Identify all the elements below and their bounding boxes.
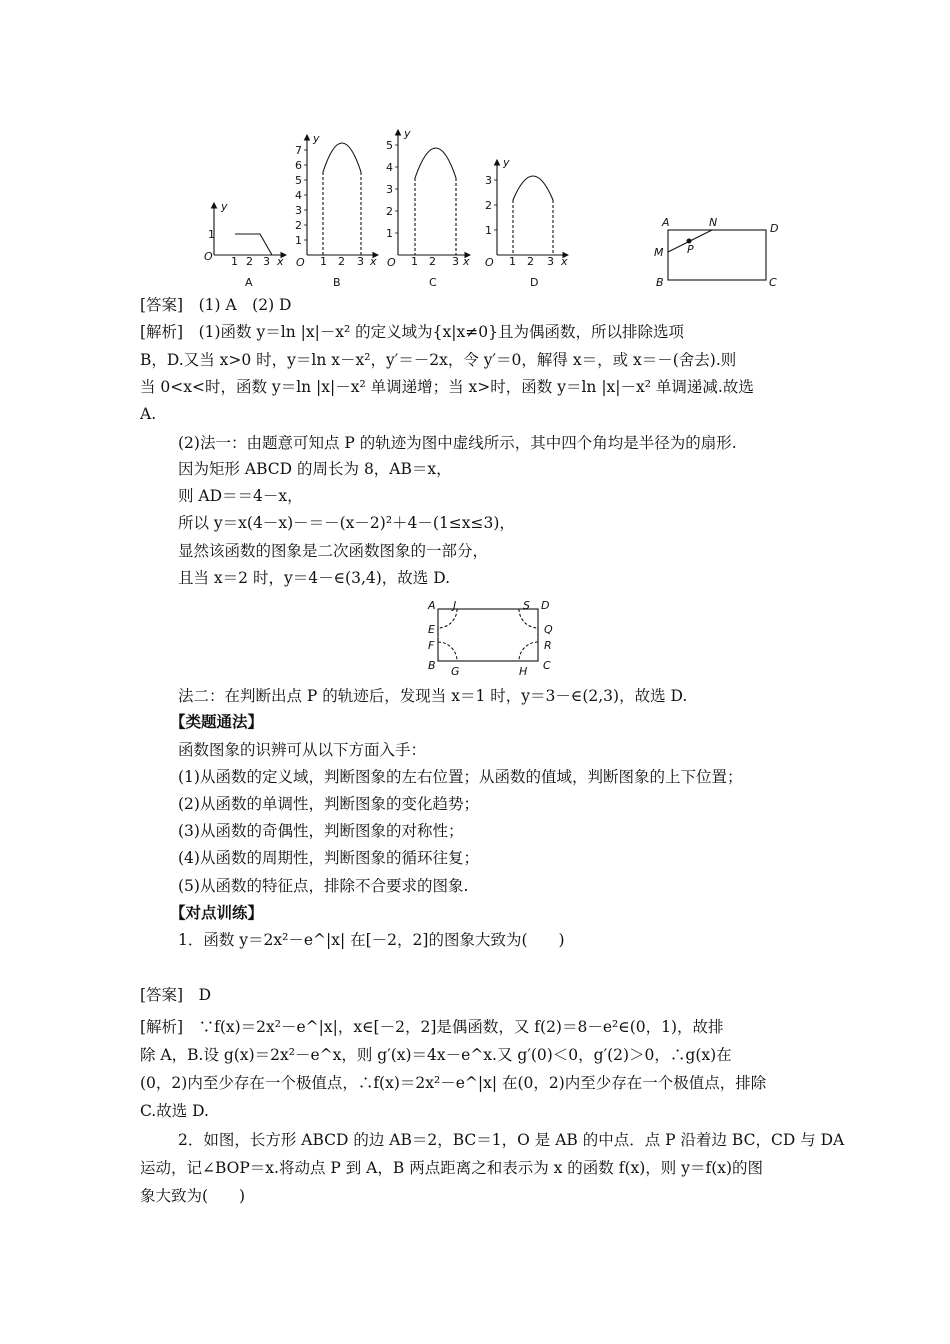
vertex-a: A	[662, 216, 670, 229]
vertex-b: B	[656, 276, 664, 289]
point-f: F	[428, 639, 435, 652]
tips-item: (4)从函数的周期性，判断图象的循环往复；	[178, 849, 479, 867]
analysis-1-line: 当 0<x<时，函数 y＝ln |x|－x² 单调递增；当 x>时，函数 y＝ln |x|－x² 单调递减.故选	[140, 378, 754, 396]
vertex-d: D	[541, 599, 550, 612]
graph-b-ytick: 4	[295, 189, 302, 202]
graph-b-ytick: 6	[295, 159, 302, 172]
vertex-b: B	[428, 659, 436, 672]
analysis-2-line: [解析] ∵f(x)＝2x²－e^|x|，x∈[－2，2]是偶函数，又 f(2)＝8－e²∈(0，1)，故排	[140, 1018, 724, 1036]
graph-a-origin: O	[204, 250, 213, 263]
question-1: 1．函数 y＝2x²－e^|x| 在[－2，2]的图象大致为( )	[178, 931, 565, 949]
method-1-line: 显然该函数的图象是二次函数图象的一部分，	[178, 542, 489, 560]
graph-a-ytick: 1	[208, 228, 215, 241]
graph-d	[494, 160, 568, 255]
method-1-line: 则 AD＝＝4－x，	[178, 487, 303, 505]
answer-2: [答案] D	[140, 986, 212, 1004]
method-2-line: 法二：在判断出点 P 的轨迹后，发现当 x＝1 时，y＝3－∈(2,3)，故选 D.	[178, 687, 688, 705]
analysis-1-line: A.	[140, 405, 157, 423]
graph-c-xtick: 2	[429, 255, 436, 268]
graph-d-ytick: 1	[485, 224, 492, 237]
graph-d-x-label: x	[561, 255, 568, 268]
graph-a-xtick: 3	[263, 255, 270, 268]
graph-b-x-label: x	[370, 255, 377, 268]
graph-b-curve	[323, 143, 361, 172]
graph-c-ytick: 5	[386, 139, 393, 152]
answer-1: [答案] (1) A (2) D	[140, 296, 292, 314]
graph-d-ytick: 3	[485, 174, 492, 187]
graph-c-y-label: y	[404, 127, 411, 140]
tips-item: (1)从函数的定义域，判断图象的左右位置；从函数的值域，判断图象的上下位置；	[178, 768, 743, 786]
graph-a-xtick: 1	[231, 255, 238, 268]
tips-item: (3)从函数的奇偶性，判断图象的对称性；	[178, 822, 464, 840]
graph-b	[304, 135, 378, 255]
graph-a-x-label: x	[277, 255, 284, 268]
question-2-line: 运动，记∠BOP＝x.将动点 P 到 A，B 两点距离之和表示为 x 的函数 f(x)，则 y＝f(x)的图	[140, 1159, 764, 1177]
vertex-a: A	[428, 599, 436, 612]
graph-b-y-label: y	[313, 132, 320, 145]
tips-item: (2)从函数的单调性，判断图象的变化趋势；	[178, 795, 479, 813]
graph-b-ytick: 3	[295, 204, 302, 217]
method-1-line: (2)法一：由题意可知点 P 的轨迹为图中虚线所示，其中四个角均是半径为的扇形.	[178, 434, 737, 452]
tips-intro: 函数图象的识辨可从以下方面入手：	[178, 741, 427, 759]
graph-d-y-label: y	[503, 156, 510, 169]
vertex-c: C	[769, 276, 777, 289]
tips-item: (5)从函数的特征点，排除不合要求的图象.	[178, 877, 469, 895]
question-2-line: 2．如图，长方形 ABCD 的边 AB＝2，BC＝1，O 是 AB 的中点．点 P 沿着边 BC，CD 与 DA	[178, 1131, 845, 1149]
graph-d-origin: O	[485, 256, 494, 269]
graph-d-curve	[513, 176, 553, 200]
graph-a-caption: A	[245, 276, 253, 289]
graph-c-x-label: x	[463, 255, 470, 268]
graph-c-origin: O	[387, 256, 396, 269]
graph-c-xtick: 1	[411, 255, 418, 268]
section-heading: 【类题通法】	[170, 712, 264, 731]
analysis-2-line: (0，2)内至少存在一个极值点，∴f(x)＝2x²－e^|x| 在(0，2)内至少存在一个极值点，排除	[140, 1074, 767, 1092]
graph-d-xtick: 1	[509, 255, 516, 268]
point-g: G	[451, 665, 460, 678]
graph-b-origin: O	[296, 256, 305, 269]
section-heading: 【对点训练】	[170, 903, 264, 922]
graph-c	[395, 130, 470, 255]
vertex-c: C	[543, 659, 551, 672]
question-2-line: 象大致为( )	[140, 1187, 246, 1205]
graph-d-caption: D	[530, 276, 539, 289]
graph-a-y-label: y	[221, 200, 228, 213]
point-h: H	[519, 665, 528, 678]
rectangle-abcd-figure	[668, 230, 766, 280]
method-1-line: 因为矩形 ABCD 的周长为 8，AB＝x，	[178, 460, 452, 478]
graph-c-curve	[415, 148, 456, 178]
method-1-line: 且当 x＝2 时，y＝4－∈(3,4)，故选 D.	[178, 569, 451, 587]
analysis-1-line: B，D.又当 x>0 时，y＝ln x－x²，y′＝－2x，令 y′＝0，解得 x＝，或 x＝－(舍去).则	[140, 351, 737, 369]
graph-b-ytick: 2	[295, 219, 302, 232]
graph-d-ytick: 2	[485, 199, 492, 212]
point-p-label: P	[687, 243, 694, 256]
graph-c-ytick: 2	[386, 205, 393, 218]
graph-b-ytick: 7	[295, 144, 302, 157]
graph-b-xtick: 3	[357, 255, 364, 268]
method-1-line: 所以 y＝x(4－x)－＝－(x－2)²＋4－(1≤x≤3)，	[178, 514, 515, 532]
analysis-1-line: [解析] (1)函数 y＝ln |x|－x² 的定义域为{x|x≠0}且为偶函数，所以排除选项	[140, 323, 684, 341]
graph-b-ytick: 5	[295, 174, 302, 187]
point-q: Q	[544, 623, 553, 636]
graph-b-ytick: 1	[295, 234, 302, 247]
graph-a-xtick: 2	[246, 255, 253, 268]
point-e: E	[428, 623, 435, 636]
graph-a-curve	[235, 234, 272, 255]
graph-d-xtick: 2	[527, 255, 534, 268]
graph-b-xtick: 1	[320, 255, 327, 268]
graph-b-xtick: 2	[338, 255, 345, 268]
analysis-2-line: 除 A，B.设 g(x)＝2x²－e^x，则 g′(x)＝4x－e^x.又 g′(0)＜0，g′(2)＞0，∴g(x)在	[140, 1046, 732, 1064]
graph-d-xtick: 3	[547, 255, 554, 268]
vertex-d: D	[770, 222, 779, 235]
analysis-2-line: C.故选 D.	[140, 1102, 209, 1120]
vertex-n: N	[709, 216, 718, 229]
graph-c-xtick: 3	[452, 255, 459, 268]
graph-b-caption: B	[333, 276, 341, 289]
graph-c-ytick: 1	[386, 227, 393, 240]
answer-choice-graphs	[0, 0, 950, 300]
rectangle-trajectory-figure	[0, 597, 950, 687]
point-r: R	[544, 639, 552, 652]
graph-c-ytick: 4	[386, 161, 393, 174]
graph-c-caption: C	[429, 276, 437, 289]
point-j: J	[453, 599, 457, 612]
point-s: S	[523, 599, 530, 612]
graph-c-ytick: 3	[386, 183, 393, 196]
vertex-m: M	[654, 246, 664, 259]
